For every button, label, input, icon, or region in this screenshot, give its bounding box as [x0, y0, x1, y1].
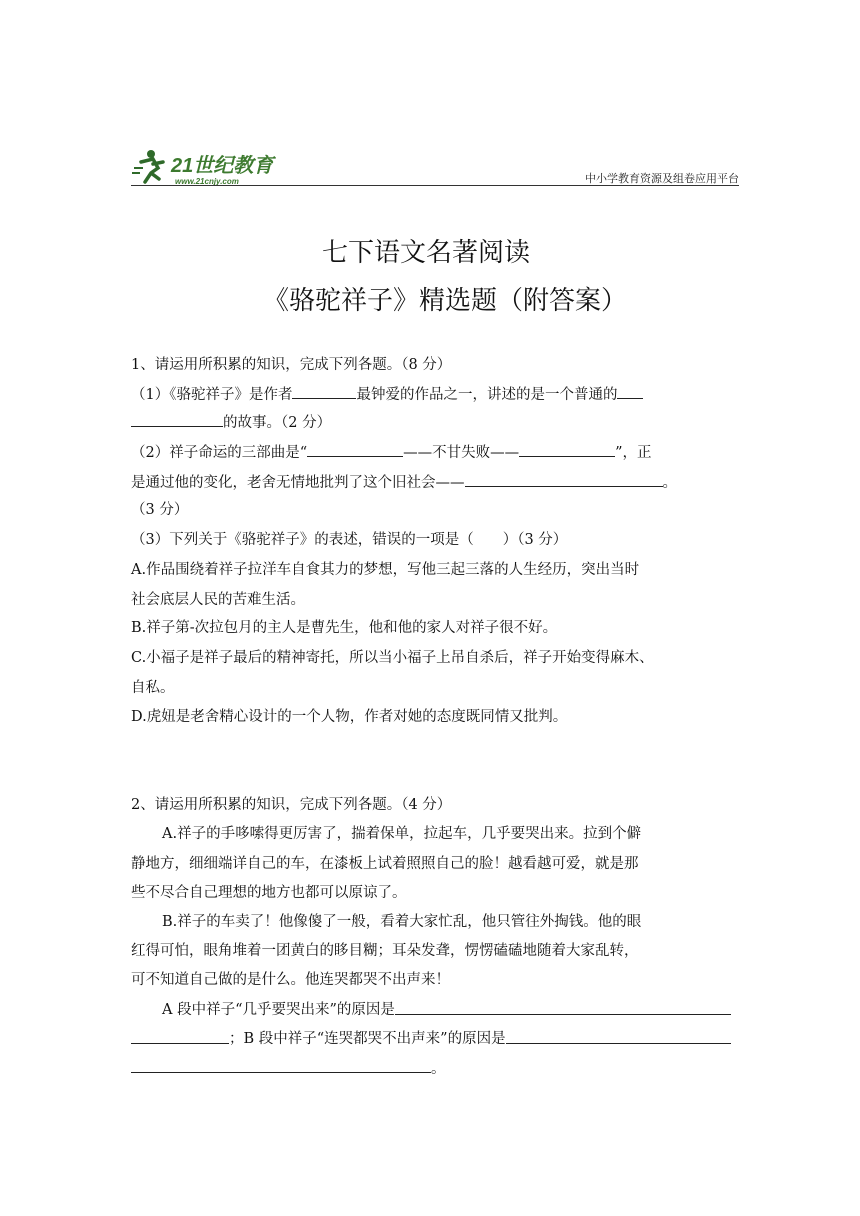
- q1-part1-text-b: 最钟爱的作品之一，讲述的是一个普通的: [356, 387, 618, 403]
- author-blank[interactable]: [292, 384, 356, 399]
- story-blank-part1[interactable]: [617, 384, 643, 399]
- page-header: [131, 140, 739, 188]
- q1-part2-text-b: ——不甘失败——: [403, 445, 520, 461]
- q1-part2-score: （3 分）: [131, 502, 189, 518]
- reason-a-blank-part1[interactable]: [395, 1000, 731, 1015]
- q1-part2-line1: [131, 442, 731, 463]
- q2-passage-a-line2: 静地方，细细端详自己的车，在漆板上试着照照自己的脸！越看越可爱，就是那: [131, 856, 639, 872]
- society-blank[interactable]: [465, 472, 663, 487]
- runner-icon: [132, 150, 163, 182]
- reason-b-blank-part2[interactable]: [131, 1058, 431, 1073]
- fate-blank-2[interactable]: [519, 442, 615, 457]
- q1-option-a-line1: A.作品围绕着祥子拉洋车自食其力的梦想，写他三起三落的人生经历，突出当时: [131, 562, 640, 578]
- title-line-1: 七下语文名著阅读: [322, 238, 531, 268]
- q2-passage-b-line3: 可不知道自己做的是什么。他连哭都哭不出声来！: [131, 972, 450, 988]
- q2-ask-text-a: A 段中祥子“几乎要哭出来”的原因是: [162, 1002, 395, 1018]
- q1-option-d: D.虎妞是老舍精心设计的一个人物，作者对她的态度既同情又批判。: [131, 709, 568, 725]
- q1-part2-text-d: 是通过他的变化，老舍无情地批判了这个旧社会——: [131, 475, 465, 491]
- q1-option-c-line1: C.小福子是祥子最后的精神寄托，所以当小福子上吊自杀后，祥子开始变得麻木、: [131, 650, 654, 666]
- q2-heading: 2、请运用所积累的知识，完成下列各题。（4 分）: [131, 797, 452, 813]
- q2-ask-line2: [131, 1029, 731, 1049]
- q1-option-a-line2: 社会底层人民的苦难生活。: [131, 592, 305, 608]
- q2-passage-a-line3: 些不尽合自己理想的地方也都可以原谅了。: [131, 885, 407, 901]
- q2-passage-b-line2: 红得可怕，眼角堆着一团黄白的眵目糊；耳朵发聋，愣愣磕磕地随着大家乱转，: [131, 943, 639, 959]
- logo-url: www.21cnjy.com: [175, 177, 239, 186]
- q1-part3-prompt: （3）下列关于《骆驼祥子》的表述，错误的一项是（ ）（3 分）: [131, 532, 568, 548]
- q1-heading: 1、请运用所积累的知识，完成下列各题。（8 分）: [131, 357, 452, 373]
- q2-ask-text-c: 。: [431, 1061, 446, 1077]
- logo: [131, 146, 291, 186]
- q2-ask-line1: [162, 1000, 731, 1020]
- q1-option-c-line2: 自私。: [131, 680, 175, 696]
- title-line-2: 《骆驼祥子》精选题（附答案）: [263, 286, 628, 316]
- q1-part1-text-a: （1）《骆驼祥子》是作者: [131, 387, 293, 403]
- reason-a-blank-part2[interactable]: [131, 1029, 229, 1044]
- logo-text: 21世纪教育: [171, 155, 274, 177]
- q1-option-b: B.祥子第-次拉包月的主人是曹先生，他和他的家人对祥子很不好。: [131, 620, 558, 636]
- platform-label: 中小学教育资源及组卷应用平台: [585, 172, 739, 185]
- story-blank-part2[interactable]: [131, 412, 223, 427]
- q1-part2-text-e: 。: [662, 475, 677, 491]
- header-divider: [131, 185, 739, 186]
- q2-passage-a-line1: A.祥子的手哆嗦得更厉害了，揣着保单，拉起车，几乎要哭出来。拉到个僻: [162, 826, 642, 842]
- q1-part1-text-c: 的故事。（2 分）: [223, 415, 332, 431]
- fate-blank-1[interactable]: [307, 442, 403, 457]
- q1-part1-line1: [131, 384, 731, 405]
- q2-passage-b-line1: B.祥子的车卖了！他像傻了一般，看着大家忙乱，他只管往外掏钱。他的眼: [162, 914, 642, 930]
- q2-ask-text-b: ；B 段中祥子“连哭都哭不出声来”的原因是: [229, 1031, 506, 1047]
- q1-part2-line2: [131, 472, 731, 493]
- reason-b-blank-part1[interactable]: [506, 1029, 731, 1044]
- q2-ask-line3: [131, 1058, 731, 1079]
- q1-part1-line2: [131, 412, 731, 433]
- q1-part2-text-c: ”，正: [615, 445, 652, 461]
- q1-part2-text-a: （2）祥子命运的三部曲是“: [131, 445, 308, 461]
